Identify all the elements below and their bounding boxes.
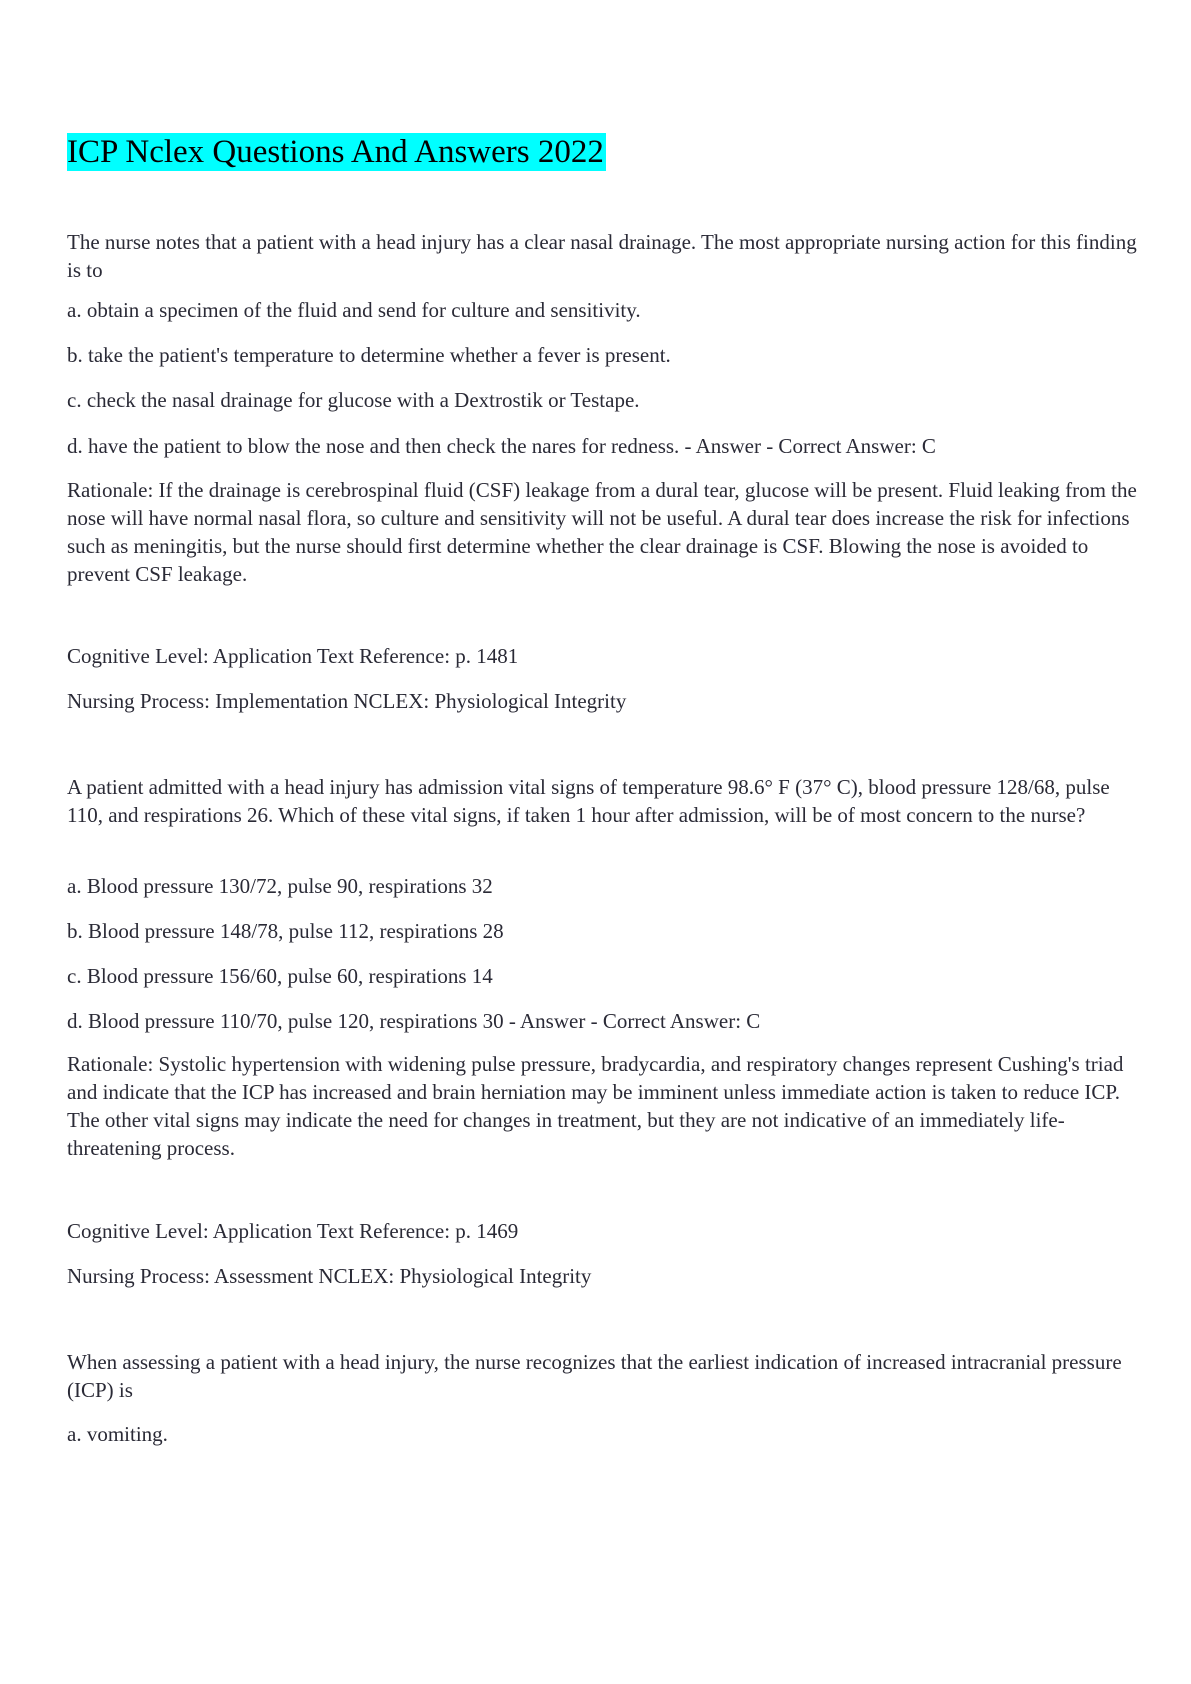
- question-3-option-a: a. vomiting.: [67, 1422, 168, 1446]
- question-1-option-c: c. check the nasal drainage for glucose with a Dextrostik or Testape.: [67, 388, 640, 412]
- question-2-option-c: c. Blood pressure 156/60, pulse 60, respirations 14: [67, 964, 493, 988]
- question-1-option-a: a. obtain a specimen of the fluid and send for culture and sensitivity.: [67, 298, 641, 322]
- question-2-rationale: Rationale: Systolic hypertension with widening pulse pressure, bradycardia, and respiratory changes represent Cushing's triad and indicate that the ICP has increased and brain herniation may be imminent unless immediate action is taken to reduce ICP. The other vital signs may indicate the need for changes in treatment, but they are not indicative of an immediately life-threatening process.: [67, 1052, 1124, 1160]
- question-2-option-b: b. Blood pressure 148/78, pulse 112, respirations 28: [67, 919, 504, 943]
- question-1-option-b: b. take the patient's temperature to determine whether a fever is present.: [67, 343, 671, 367]
- question-1-cognitive-level: Cognitive Level: Application Text Reference: p. 1481: [67, 644, 519, 668]
- question-1-stem: The nurse notes that a patient with a head injury has a clear nasal drainage. The most appropriate nursing action for this finding is to: [67, 230, 1137, 282]
- question-1-option-d: d. have the patient to blow the nose and then check the nares for redness. - Answer - Correct Answer: C: [67, 434, 936, 458]
- question-1-rationale: Rationale: If the drainage is cerebrospinal fluid (CSF) leakage from a dural tear, glucose will be present. Fluid leaking from the nose will have normal nasal flora, so culture and sensitivity will not be useful. A dural tear does increase the risk for infections such as meningitis, but the nurse should first determine whether the clear drainage is CSF. Blowing the nose is avoided to prevent CSF leakage.: [67, 478, 1137, 586]
- question-2-nursing-process: Nursing Process: Assessment NCLEX: Physiological Integrity: [67, 1264, 592, 1288]
- question-1-nursing-process: Nursing Process: Implementation NCLEX: Physiological Integrity: [67, 689, 627, 713]
- question-2-stem: A patient admitted with a head injury has admission vital signs of temperature 98.6° F (37° C), blood pressure 128/68, pulse 110, and respirations 26. Which of these vital signs, if taken 1 hour after admission, will be of most concern to the nurse?: [67, 775, 1110, 827]
- document-title: ICP Nclex Questions And Answers 2022: [67, 134, 604, 170]
- question-3-stem: When assessing a patient with a head injury, the nurse recognizes that the earliest indication of increased intracranial pressure (ICP) is: [67, 1350, 1122, 1402]
- question-2-option-d: d. Blood pressure 110/70, pulse 120, respirations 30 - Answer - Correct Answer: C: [67, 1009, 761, 1033]
- question-2-cognitive-level: Cognitive Level: Application Text Reference: p. 1469: [67, 1219, 519, 1243]
- question-2-option-a: a. Blood pressure 130/72, pulse 90, respirations 32: [67, 874, 493, 898]
